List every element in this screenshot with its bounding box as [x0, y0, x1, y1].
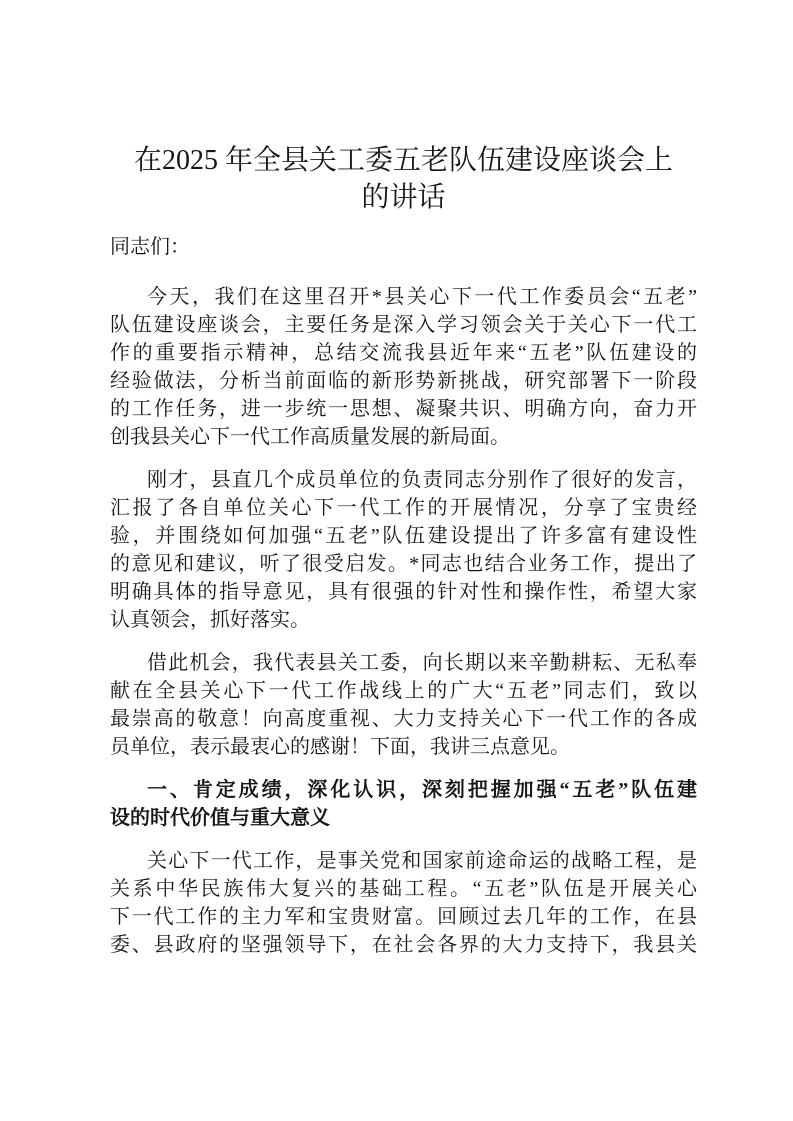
- document-title: [110, 142, 697, 216]
- paragraph-line: 今天，我们在这里召开*县关心下一代工作委员会“五老”: [147, 286, 697, 308]
- paragraph: [110, 283, 697, 451]
- paragraph-line: 的工作任务，进一步统一思想、凝聚共识、明确方向，奋力开: [110, 398, 697, 420]
- salutation: 同志们：: [110, 236, 190, 258]
- paragraph-line: 下一代工作的主力军和宝贵财富。回顾过去几年的工作，在县: [110, 906, 697, 928]
- heading-line: 设的时代价值与重大意义: [110, 807, 330, 829]
- paragraph-line: 借此机会，我代表县关工委，向长期以来辛勤耕耘、无私奉: [147, 652, 697, 674]
- paragraph-line: 队伍建设座谈会，主要任务是深入学习领会关于关心下一代工: [110, 314, 697, 336]
- paragraph: [110, 466, 697, 634]
- paragraph-line: 明确具体的指导意见，具有很强的针对性和操作性，希望大家: [110, 581, 697, 603]
- paragraph-line: 认真领会，抓好落实。: [110, 609, 310, 631]
- paragraph: [110, 847, 697, 959]
- title-line: 的讲话: [361, 182, 446, 213]
- paragraph-line: 委、县政府的坚强领导下，在社会各界的大力支持下，我县关: [110, 934, 697, 956]
- paragraph-line: 经验做法，分析当前面临的新形势新挑战，研究部署下一阶段: [110, 370, 697, 392]
- paragraph-line: 员单位，表示最衷心的感谢！下面，我讲三点意见。: [110, 736, 570, 758]
- document-body: [110, 142, 697, 959]
- section-heading: [110, 776, 697, 832]
- paragraph-line: 最崇高的敬意！向高度重视、大力支持关心下一代工作的各成: [110, 708, 697, 730]
- paragraph-line: 的意见和建议，听了很受启发。*同志也结合业务工作，提出了: [110, 553, 697, 575]
- paragraph: [110, 649, 697, 761]
- paragraph-line: 关系中华民族伟大复兴的基础工程。“五老”队伍是开展关心: [110, 878, 697, 900]
- paragraph-line: 关心下一代工作，是事关党和国家前途命运的战略工程，是: [147, 850, 697, 872]
- paragraph-line: 刚才，县直几个成员单位的负责同志分别作了很好的发言，: [147, 469, 697, 491]
- paragraph-line: 创我县关心下一代工作高质量发展的新局面。: [110, 426, 510, 448]
- paragraph-line: 汇报了各自单位关心下一代工作的开展情况，分享了宝贵经: [110, 497, 697, 519]
- title-line: 在2025 年全县关工委五老队伍建设座谈会上: [133, 145, 673, 176]
- paragraph-line: 验，并围绕如何加强“五老”队伍建设提出了许多富有建设性: [110, 525, 697, 547]
- paragraph-line: 献在全县关心下一代工作战线上的广大“五老”同志们，致以: [110, 680, 697, 702]
- heading-line: 一、肯定成绩，深化认识，深刻把握加强“五老”队伍建: [147, 779, 697, 801]
- paragraph-line: 作的重要指示精神，总结交流我县近年来“五老”队伍建设的: [110, 342, 697, 364]
